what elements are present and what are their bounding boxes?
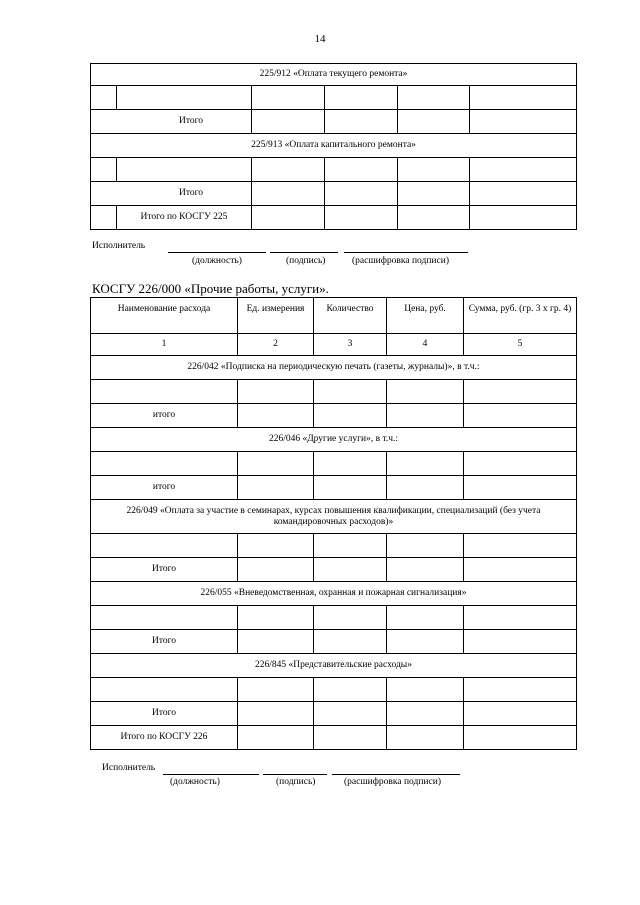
cell[interactable] — [252, 86, 325, 110]
total-label: Итого — [91, 110, 252, 134]
table-row — [91, 380, 577, 404]
cell[interactable] — [387, 678, 464, 702]
cell[interactable] — [470, 158, 577, 182]
position-line[interactable] — [163, 774, 259, 775]
cell[interactable] — [314, 452, 387, 476]
column-numbers-row — [91, 334, 577, 356]
table-row — [91, 630, 577, 654]
signature-caption: (подпись) — [276, 777, 316, 787]
table-row — [91, 404, 577, 428]
cell[interactable] — [252, 110, 325, 134]
group-title-226-845: 226/845 «Представительские расходы» — [91, 654, 577, 678]
section-title-225-913: 225/913 «Оплата капитального ремонта» — [91, 134, 577, 158]
cell[interactable] — [387, 606, 464, 630]
cell[interactable] — [387, 452, 464, 476]
cell[interactable] — [238, 404, 314, 428]
cell[interactable] — [91, 678, 238, 702]
cell[interactable] — [464, 678, 577, 702]
cell[interactable] — [398, 182, 470, 206]
cell[interactable] — [238, 606, 314, 630]
cell[interactable] — [387, 558, 464, 582]
cell[interactable] — [325, 158, 398, 182]
cell[interactable] — [464, 558, 577, 582]
cell[interactable] — [387, 534, 464, 558]
page-number: 14 — [314, 33, 326, 45]
cell[interactable] — [325, 110, 398, 134]
table-row — [91, 702, 577, 726]
table-row — [91, 558, 577, 582]
cell[interactable] — [238, 726, 314, 750]
cell[interactable] — [314, 558, 387, 582]
decode-caption: (расшифровка подписи) — [352, 256, 449, 266]
group-total-label: Итого — [91, 558, 238, 582]
cell[interactable] — [387, 476, 464, 500]
group-title-226-046: 226/046 «Другие услуги», в т.ч.: — [91, 428, 577, 452]
cell[interactable] — [91, 534, 238, 558]
cell[interactable] — [238, 452, 314, 476]
cell[interactable] — [398, 206, 470, 230]
section-heading: КОСГУ 226/000 «Прочие работы, услуги». — [92, 281, 329, 296]
grand-total-label: Итого по КОСГУ 225 — [117, 206, 252, 230]
signature-caption: (подпись) — [286, 256, 326, 266]
cell[interactable] — [398, 110, 470, 134]
table-row — [91, 158, 577, 182]
cell[interactable] — [314, 726, 387, 750]
header-price: Цена, руб. — [387, 298, 464, 334]
group-title-226-049: 226/049 «Оплата за участие в семинарах, курсах повышения квалификации, специализаций (без учета командировочных расходов)» — [91, 500, 577, 534]
cell[interactable] — [91, 86, 117, 110]
cell[interactable] — [470, 110, 577, 134]
cell[interactable] — [314, 476, 387, 500]
group-total-label: Итого — [91, 702, 238, 726]
table-row — [91, 534, 577, 558]
cell[interactable] — [387, 702, 464, 726]
table-row — [91, 726, 577, 750]
cell[interactable] — [398, 158, 470, 182]
header-quantity: Количество — [314, 298, 387, 334]
cell[interactable] — [325, 182, 398, 206]
col-number: 2 — [238, 334, 314, 356]
position-caption: (должность) — [170, 777, 220, 787]
table-row — [91, 476, 577, 500]
cell[interactable] — [238, 380, 314, 404]
group-total-label: итого — [91, 404, 238, 428]
cell[interactable] — [238, 702, 314, 726]
cell[interactable] — [117, 86, 252, 110]
cell[interactable] — [464, 404, 577, 428]
cell[interactable] — [314, 678, 387, 702]
cell[interactable] — [314, 380, 387, 404]
cell[interactable] — [314, 630, 387, 654]
cell[interactable] — [387, 404, 464, 428]
cell[interactable] — [464, 380, 577, 404]
total-label: Итого — [91, 182, 252, 206]
cell[interactable] — [91, 158, 117, 182]
decode-line[interactable] — [344, 252, 468, 253]
cell[interactable] — [91, 380, 238, 404]
col-number: 5 — [464, 334, 577, 356]
cell[interactable] — [387, 726, 464, 750]
cell[interactable] — [470, 206, 577, 230]
table-row — [91, 452, 577, 476]
cell[interactable] — [464, 476, 577, 500]
cell[interactable] — [314, 404, 387, 428]
header-unit: Ед. измерения — [238, 298, 314, 334]
decode-line[interactable] — [332, 774, 460, 775]
cell[interactable] — [91, 206, 117, 230]
cell[interactable] — [314, 702, 387, 726]
col-number: 1 — [91, 334, 238, 356]
cell[interactable] — [238, 630, 314, 654]
cell[interactable] — [398, 86, 470, 110]
table-row — [91, 206, 577, 230]
cell[interactable] — [464, 606, 577, 630]
cell[interactable] — [470, 86, 577, 110]
header-row — [91, 298, 577, 334]
cell[interactable] — [91, 452, 238, 476]
cell[interactable] — [238, 534, 314, 558]
cell[interactable] — [464, 452, 577, 476]
table-row — [91, 182, 577, 206]
group-title-226-042: 226/042 «Подписка на периодическую печать (газеты, журналы)», в т.ч.: — [91, 356, 577, 380]
header-sum: Сумма, руб. (гр. 3 х гр. 4) — [464, 298, 577, 334]
cell[interactable] — [252, 158, 325, 182]
table-kosgu-225 — [90, 63, 577, 230]
cell[interactable] — [470, 182, 577, 206]
group-title-226-055: 226/055 «Вневедомственная, охранная и пожарная сигнализация» — [91, 582, 577, 606]
cell[interactable] — [325, 206, 398, 230]
executor-label: Исполнитель — [92, 241, 146, 251]
decode-caption: (расшифровка подписи) — [344, 777, 441, 787]
col-number: 4 — [387, 334, 464, 356]
cell[interactable] — [464, 726, 577, 750]
col-number: 3 — [314, 334, 387, 356]
cell[interactable] — [252, 206, 325, 230]
cell[interactable] — [238, 678, 314, 702]
grand-total-label: Итого по КОСГУ 226 — [91, 726, 238, 750]
cell[interactable] — [117, 158, 252, 182]
table-kosgu-226 — [90, 297, 577, 750]
cell[interactable] — [314, 534, 387, 558]
section-title-225-912: 225/912 «Оплата текущего ремонта» — [91, 64, 577, 86]
table-row — [91, 678, 577, 702]
table-row — [91, 110, 577, 134]
cell[interactable] — [387, 630, 464, 654]
cell[interactable] — [314, 606, 387, 630]
group-total-label: итого — [91, 476, 238, 500]
position-caption: (должность) — [192, 256, 242, 266]
cell[interactable] — [387, 380, 464, 404]
cell[interactable] — [464, 534, 577, 558]
cell[interactable] — [252, 182, 325, 206]
table-row — [91, 86, 577, 110]
signature-line[interactable] — [263, 774, 327, 775]
group-total-label: Итого — [91, 630, 238, 654]
signature-line[interactable] — [270, 252, 338, 253]
cell[interactable] — [238, 476, 314, 500]
cell[interactable] — [325, 86, 398, 110]
cell[interactable] — [464, 702, 577, 726]
cell[interactable] — [238, 558, 314, 582]
executor-label: Исполнитель — [102, 763, 156, 773]
position-line[interactable] — [168, 252, 266, 253]
table-row — [91, 606, 577, 630]
header-name: Наименование расхода — [91, 298, 238, 334]
cell[interactable] — [464, 630, 577, 654]
cell[interactable] — [91, 606, 238, 630]
